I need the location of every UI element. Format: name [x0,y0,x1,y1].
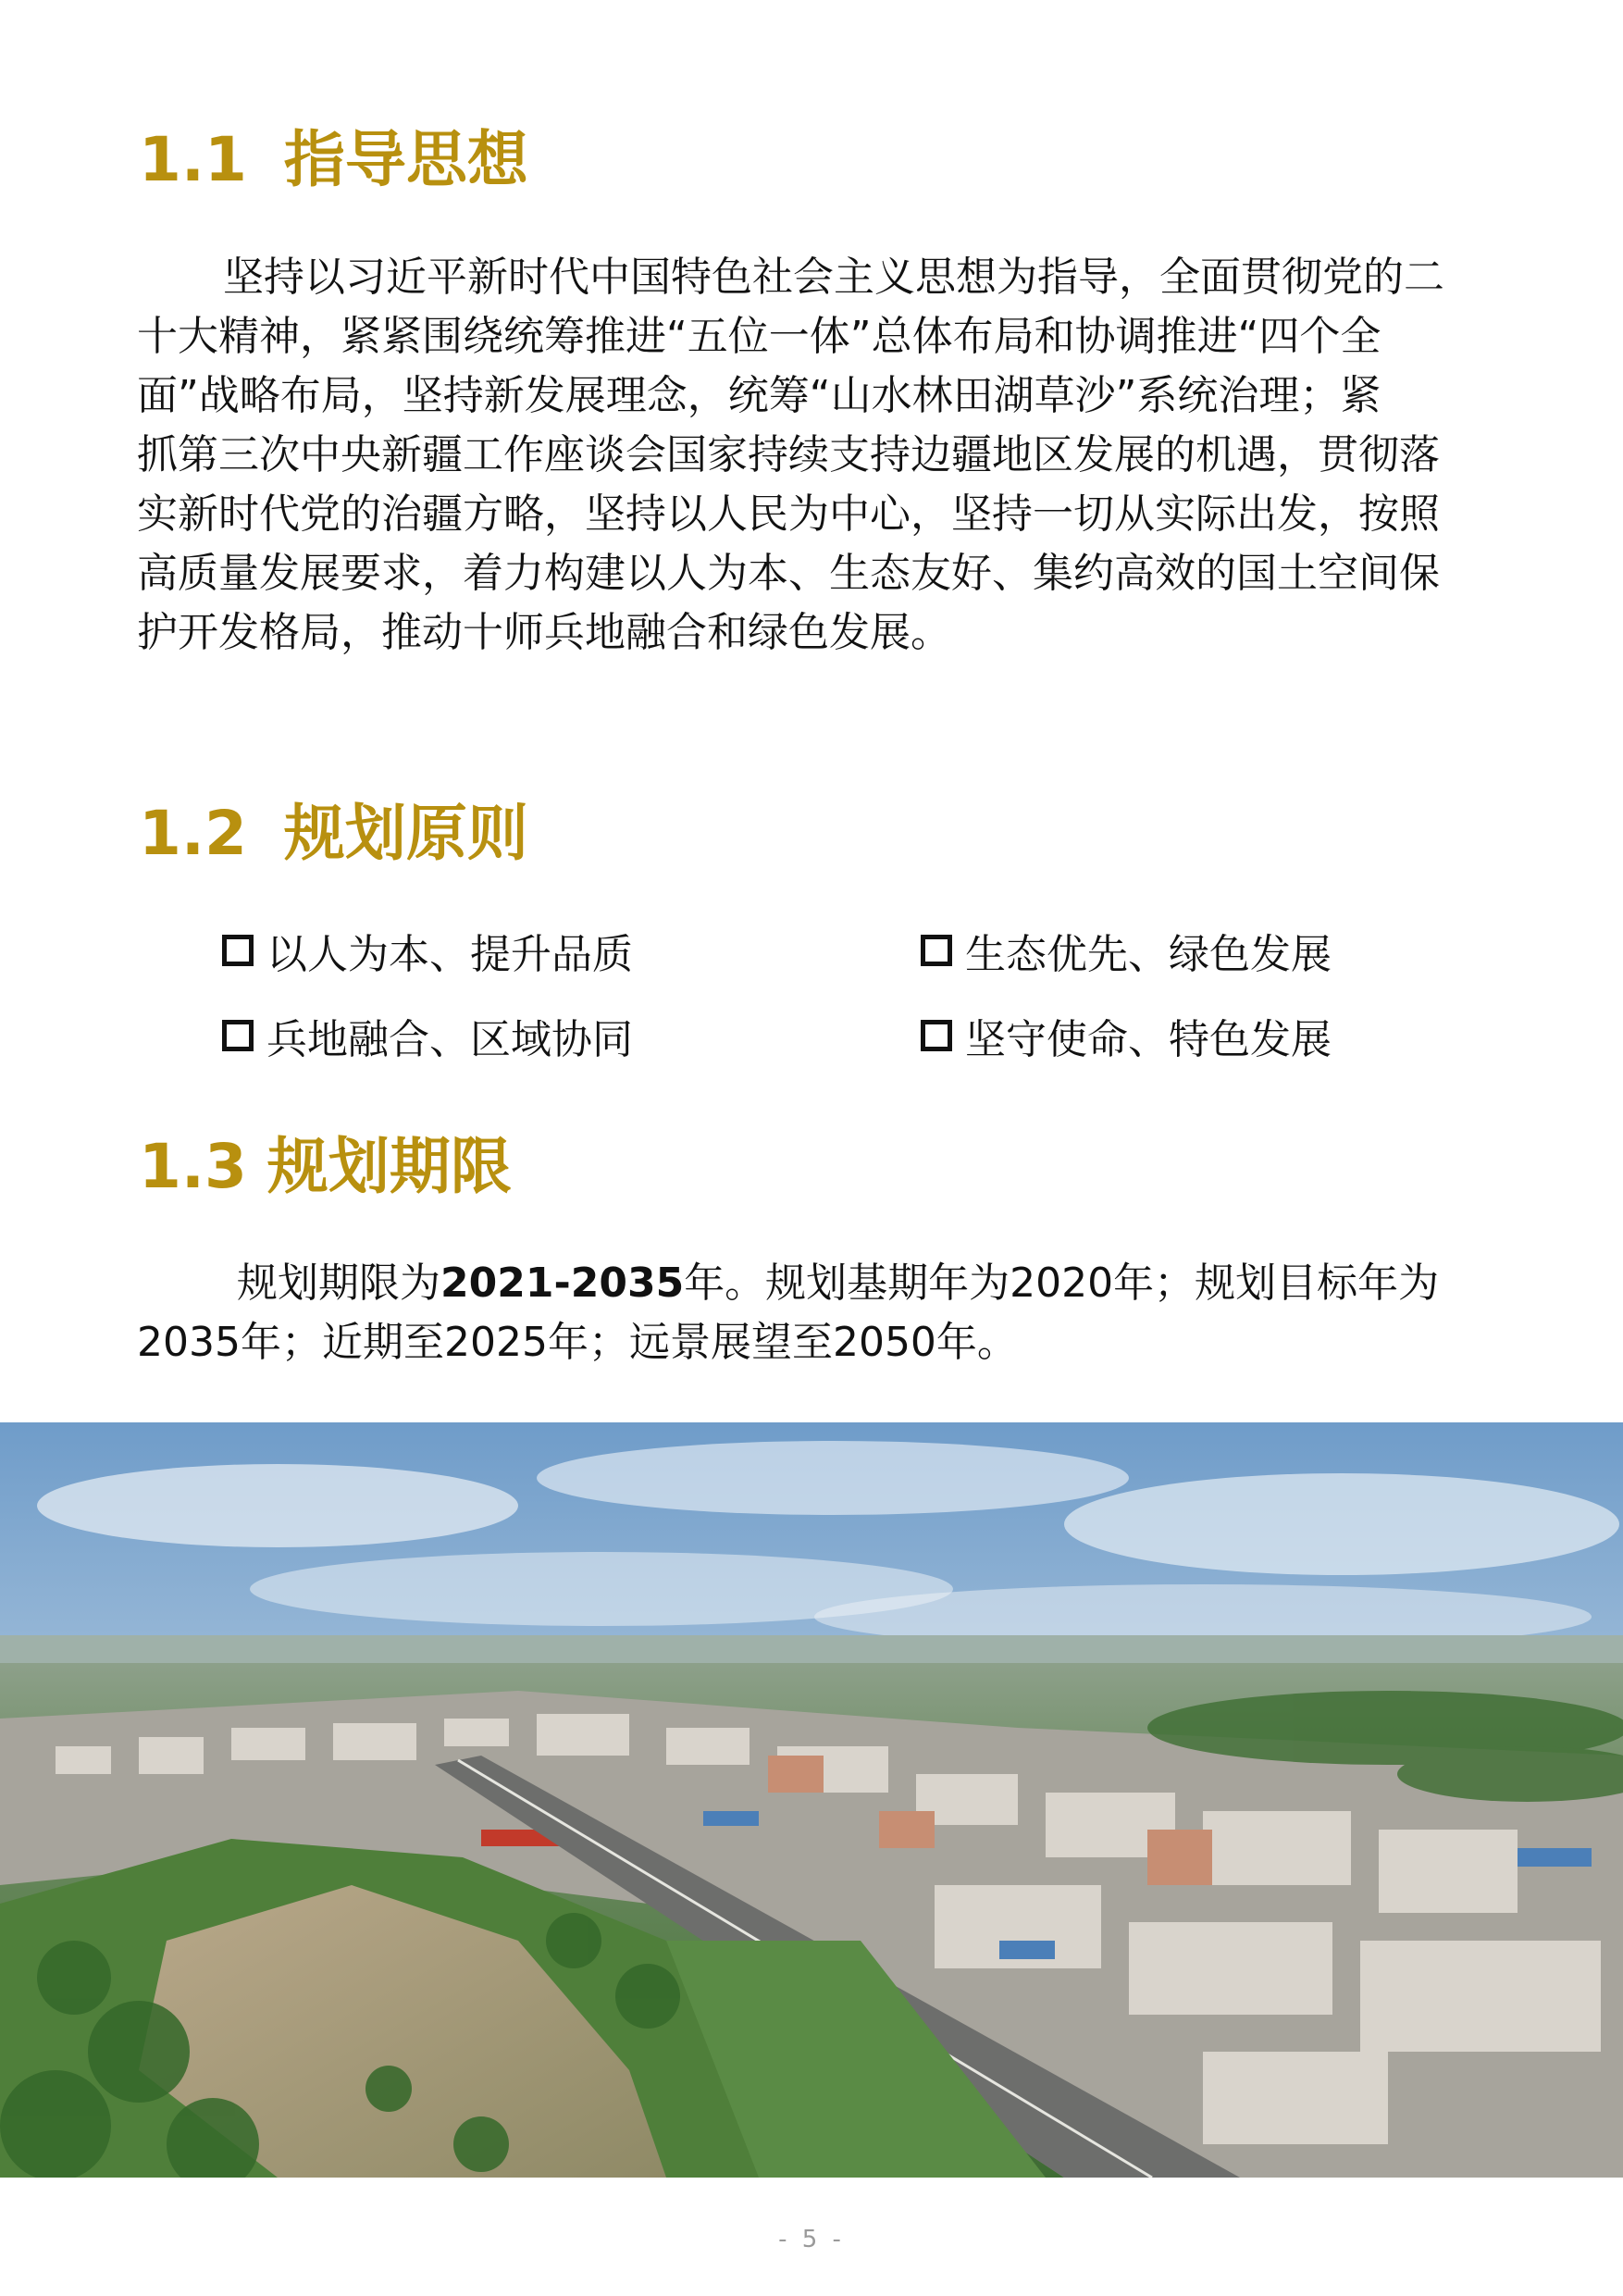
checkbox-icon [921,935,952,966]
page-number: - 5 - [778,2226,845,2253]
principle-label: 生态优先、绿色发展 [965,931,1332,978]
paragraph-line: 规划期限为2021-2035年。规划基期年为2020年；规划目标年为 [237,1260,1440,1307]
principle-label: 坚守使命、特色发展 [965,1016,1332,1063]
paragraph-line: 十大精神，紧紧围绕统筹推进“五位一体”总体布局和协调推进“四个全 [137,313,1381,360]
heading-planning-period [139,1131,512,1202]
paragraph-line: 面”战略布局，坚持新发展理念，统筹“山水林田湖草沙”系统治理；紧 [137,372,1381,419]
principle-label: 兵地融合、区域协同 [266,1016,633,1063]
heading-guiding-thought [139,124,528,195]
guiding-thought-paragraph [137,248,1505,663]
checkbox-icon [222,935,254,966]
principles-list [222,921,1425,1065]
paragraph-line: 护开发格局，推动十师兵地融合和绿色发展。 [137,609,951,656]
checkbox-icon [222,1020,254,1051]
section-title: 规划原则 [283,798,528,869]
section-number: 1.1 [139,124,247,195]
principle-item [222,1006,921,1065]
section-title: 指导思想 [283,124,528,195]
section-number: 1.3 [139,1131,247,1202]
principle-label: 以人为本、提升品质 [266,931,633,978]
aerial-city-photo [0,1422,1623,2178]
principle-item [222,921,921,980]
period-range: 2021-2035 [440,1260,685,1307]
planning-period-paragraph [137,1254,1505,1372]
paragraph-line: 高质量发展要求，着力构建以人为本、生态友好、集约高效的国土空间保 [137,550,1440,597]
paragraph-line: 实新时代党的治疆方略，坚持以人民为中心，坚持一切从实际出发，按照 [137,490,1440,538]
principle-item [921,1006,1425,1065]
paragraph-line: 坚持以习近平新时代中国特色社会主义思想为指导，全面贯彻党的二 [223,254,1444,301]
checkbox-icon [921,1020,952,1051]
paragraph-line: 2035年；近期至2025年；远景展望至2050年。 [137,1319,1018,1366]
section-title: 规划期限 [266,1131,512,1202]
section-number: 1.2 [139,798,247,869]
principle-item [921,921,1425,980]
heading-planning-principles [139,798,528,869]
paragraph-line: 抓第三次中央新疆工作座谈会国家持续支持边疆地区发展的机遇，贯彻落 [137,431,1440,478]
